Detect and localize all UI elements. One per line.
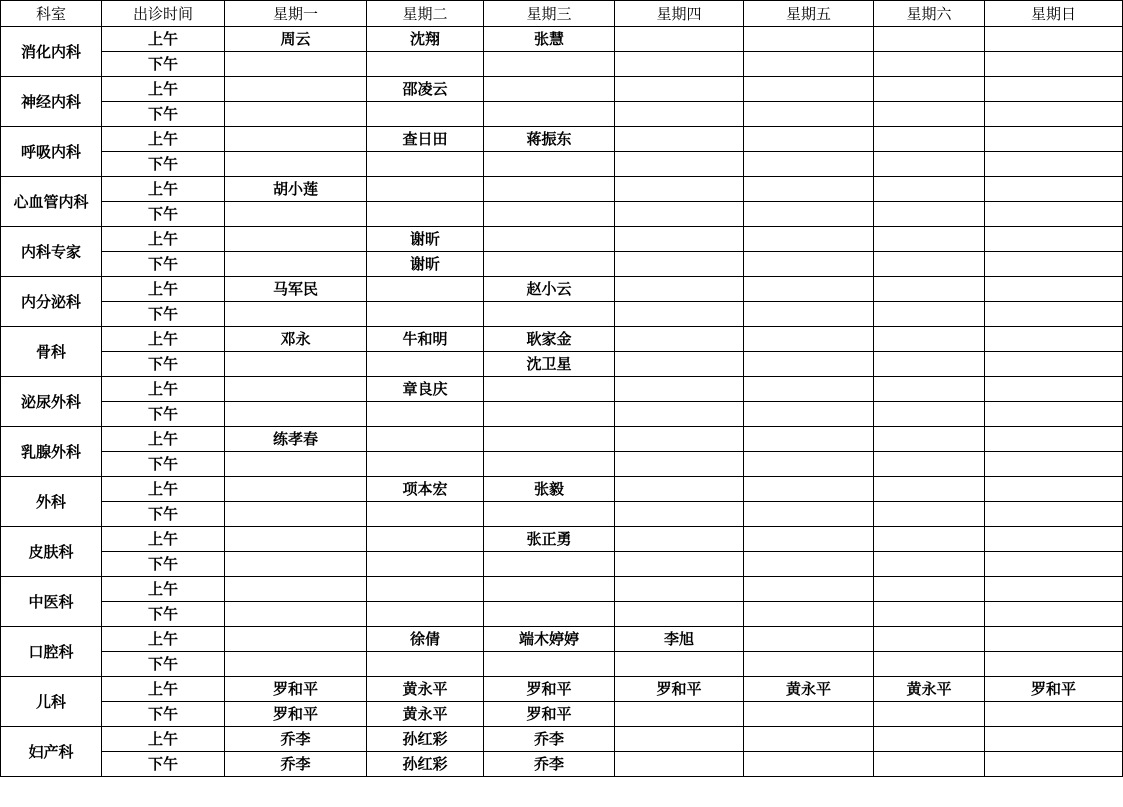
- department-name: 内科专家: [1, 227, 102, 277]
- table-row: [1, 752, 1123, 777]
- doctor-cell: 乔李: [484, 752, 615, 777]
- table-row: [1, 177, 1123, 202]
- table-row: [1, 102, 1123, 127]
- doctor-cell: [484, 427, 615, 452]
- header-tuesday: 星期二: [367, 1, 484, 27]
- department-name: 泌尿外科: [1, 377, 102, 427]
- doctor-cell: [484, 402, 615, 427]
- doctor-cell: 牛和明: [367, 327, 484, 352]
- table-row: [1, 302, 1123, 327]
- doctor-cell: [367, 152, 484, 177]
- doctor-cell: 沈翔: [367, 27, 484, 52]
- doctor-cell: [615, 77, 744, 102]
- doctor-cell: 黄永平: [874, 677, 985, 702]
- doctor-cell: [615, 302, 744, 327]
- doctor-cell: [744, 477, 874, 502]
- department-name: 神经内科: [1, 77, 102, 127]
- doctor-cell: [874, 377, 985, 402]
- doctor-cell: 蒋振东: [484, 127, 615, 152]
- doctor-cell: 沈卫星: [484, 352, 615, 377]
- table-row: [1, 227, 1123, 252]
- doctor-cell: [615, 52, 744, 77]
- doctor-cell: [744, 327, 874, 352]
- doctor-cell: [615, 502, 744, 527]
- doctor-cell: [615, 177, 744, 202]
- doctor-cell: [484, 652, 615, 677]
- doctor-cell: [744, 377, 874, 402]
- doctor-cell: [874, 152, 985, 177]
- table-row: [1, 127, 1123, 152]
- doctor-cell: [874, 627, 985, 652]
- table-row: [1, 377, 1123, 402]
- table-row: [1, 52, 1123, 77]
- clinic-session: 上午: [102, 227, 225, 252]
- doctor-cell: [484, 227, 615, 252]
- doctor-cell: [874, 452, 985, 477]
- clinic-session: 下午: [102, 252, 225, 277]
- clinic-session: 下午: [102, 452, 225, 477]
- doctor-cell: [744, 277, 874, 302]
- header-monday: 星期一: [225, 1, 367, 27]
- doctor-cell: [874, 427, 985, 452]
- doctor-cell: [484, 302, 615, 327]
- doctor-cell: [615, 152, 744, 177]
- doctor-cell: [615, 752, 744, 777]
- department-name: 骨科: [1, 327, 102, 377]
- doctor-cell: [225, 227, 367, 252]
- doctor-cell: [744, 527, 874, 552]
- doctor-cell: [985, 227, 1123, 252]
- doctor-cell: [985, 702, 1123, 727]
- doctor-cell: [744, 627, 874, 652]
- doctor-cell: [484, 202, 615, 227]
- doctor-cell: [615, 377, 744, 402]
- table-row: [1, 427, 1123, 452]
- header-friday: 星期五: [744, 1, 874, 27]
- clinic-session: 上午: [102, 277, 225, 302]
- header-wednesday: 星期三: [484, 1, 615, 27]
- doctor-cell: [874, 302, 985, 327]
- doctor-cell: [874, 552, 985, 577]
- doctor-cell: 张毅: [484, 477, 615, 502]
- header-department: 科室: [1, 1, 102, 27]
- doctor-cell: [225, 77, 367, 102]
- doctor-cell: [874, 352, 985, 377]
- doctor-cell: 徐倩: [367, 627, 484, 652]
- doctor-cell: [225, 477, 367, 502]
- clinic-session: 上午: [102, 127, 225, 152]
- header-row: [1, 1, 1123, 27]
- doctor-cell: [874, 702, 985, 727]
- table-row: [1, 627, 1123, 652]
- doctor-cell: 罗和平: [985, 677, 1123, 702]
- doctor-cell: [615, 652, 744, 677]
- department-name: 皮肤科: [1, 527, 102, 577]
- doctor-cell: [874, 227, 985, 252]
- department-name: 妇产科: [1, 727, 102, 777]
- doctor-cell: [744, 27, 874, 52]
- department-name: 中医科: [1, 577, 102, 627]
- header-clinic-time: 出诊时间: [102, 1, 225, 27]
- doctor-cell: [985, 252, 1123, 277]
- doctor-cell: [985, 352, 1123, 377]
- table-row: [1, 727, 1123, 752]
- doctor-cell: [615, 27, 744, 52]
- doctor-cell: [225, 302, 367, 327]
- doctor-cell: [225, 402, 367, 427]
- department-name: 乳腺外科: [1, 427, 102, 477]
- doctor-cell: [874, 527, 985, 552]
- department-name: 外科: [1, 477, 102, 527]
- clinic-session: 上午: [102, 427, 225, 452]
- doctor-cell: [615, 127, 744, 152]
- table-row: [1, 352, 1123, 377]
- clinic-session: 上午: [102, 577, 225, 602]
- clinic-session: 上午: [102, 727, 225, 752]
- clinic-session: 下午: [102, 152, 225, 177]
- doctor-cell: [615, 577, 744, 602]
- doctor-cell: [367, 552, 484, 577]
- doctor-cell: 罗和平: [615, 677, 744, 702]
- doctor-cell: [985, 327, 1123, 352]
- doctor-cell: [484, 502, 615, 527]
- table-row: [1, 152, 1123, 177]
- doctor-cell: 查日田: [367, 127, 484, 152]
- doctor-cell: [744, 102, 874, 127]
- doctor-cell: [367, 277, 484, 302]
- doctor-cell: [985, 427, 1123, 452]
- doctor-cell: [874, 102, 985, 127]
- doctor-cell: [367, 577, 484, 602]
- doctor-cell: [225, 352, 367, 377]
- doctor-cell: [484, 52, 615, 77]
- doctor-cell: [744, 152, 874, 177]
- doctor-cell: [484, 377, 615, 402]
- doctor-cell: [484, 77, 615, 102]
- doctor-cell: [615, 477, 744, 502]
- doctor-cell: [874, 77, 985, 102]
- clinic-session: 下午: [102, 602, 225, 627]
- doctor-cell: [874, 652, 985, 677]
- doctor-cell: [744, 577, 874, 602]
- doctor-cell: [874, 602, 985, 627]
- doctor-cell: [225, 102, 367, 127]
- doctor-cell: [225, 52, 367, 77]
- doctor-cell: 乔李: [225, 727, 367, 752]
- table-body: [1, 27, 1123, 777]
- clinic-session: 下午: [102, 502, 225, 527]
- doctor-cell: 孙红彩: [367, 752, 484, 777]
- doctor-cell: 罗和平: [484, 677, 615, 702]
- doctor-cell: [225, 527, 367, 552]
- doctor-cell: [615, 227, 744, 252]
- doctor-cell: 端木婷婷: [484, 627, 615, 652]
- doctor-cell: [615, 202, 744, 227]
- doctor-cell: [367, 102, 484, 127]
- doctor-cell: [744, 77, 874, 102]
- doctor-cell: [367, 602, 484, 627]
- doctor-cell: [985, 77, 1123, 102]
- doctor-cell: 谢昕: [367, 227, 484, 252]
- doctor-cell: [985, 127, 1123, 152]
- doctor-cell: [874, 577, 985, 602]
- doctor-cell: [874, 202, 985, 227]
- doctor-cell: 章良庆: [367, 377, 484, 402]
- doctor-cell: 胡小莲: [225, 177, 367, 202]
- table-row: [1, 477, 1123, 502]
- header-saturday: 星期六: [874, 1, 985, 27]
- doctor-cell: [744, 752, 874, 777]
- doctor-cell: [744, 502, 874, 527]
- doctor-cell: [985, 377, 1123, 402]
- doctor-cell: [225, 377, 367, 402]
- doctor-cell: [367, 52, 484, 77]
- doctor-cell: [744, 452, 874, 477]
- doctor-cell: [615, 727, 744, 752]
- clinic-session: 下午: [102, 352, 225, 377]
- doctor-cell: [874, 477, 985, 502]
- doctor-cell: [225, 127, 367, 152]
- clinic-session: 下午: [102, 752, 225, 777]
- doctor-cell: [225, 652, 367, 677]
- doctor-cell: [985, 152, 1123, 177]
- doctor-cell: [484, 602, 615, 627]
- doctor-cell: [744, 427, 874, 452]
- doctor-cell: [985, 452, 1123, 477]
- clinic-session: 下午: [102, 52, 225, 77]
- department-name: 口腔科: [1, 627, 102, 677]
- clinic-session: 上午: [102, 377, 225, 402]
- clinic-session: 上午: [102, 327, 225, 352]
- doctor-cell: [985, 302, 1123, 327]
- doctor-cell: [985, 602, 1123, 627]
- doctor-cell: [615, 402, 744, 427]
- doctor-cell: [367, 452, 484, 477]
- table-row: [1, 202, 1123, 227]
- doctor-cell: [744, 302, 874, 327]
- doctor-cell: [985, 52, 1123, 77]
- clinic-session: 下午: [102, 102, 225, 127]
- doctor-cell: 项本宏: [367, 477, 484, 502]
- doctor-cell: [484, 252, 615, 277]
- doctor-cell: [874, 277, 985, 302]
- table-row: [1, 552, 1123, 577]
- doctor-cell: [367, 427, 484, 452]
- doctor-cell: 罗和平: [225, 702, 367, 727]
- doctor-cell: [985, 727, 1123, 752]
- doctor-cell: [744, 252, 874, 277]
- doctor-cell: [744, 202, 874, 227]
- doctor-cell: [367, 302, 484, 327]
- table-row: [1, 677, 1123, 702]
- doctor-cell: 乔李: [484, 727, 615, 752]
- department-name: 儿科: [1, 677, 102, 727]
- doctor-cell: [874, 502, 985, 527]
- doctor-cell: [874, 752, 985, 777]
- doctor-cell: [744, 552, 874, 577]
- doctor-cell: [225, 202, 367, 227]
- doctor-cell: 乔李: [225, 752, 367, 777]
- doctor-cell: 黄永平: [367, 702, 484, 727]
- department-name: 呼吸内科: [1, 127, 102, 177]
- clinic-session: 上午: [102, 477, 225, 502]
- header-thursday: 星期四: [615, 1, 744, 27]
- clinic-session: 上午: [102, 77, 225, 102]
- doctor-cell: [367, 177, 484, 202]
- doctor-cell: [985, 527, 1123, 552]
- doctor-cell: [615, 602, 744, 627]
- doctor-cell: [615, 427, 744, 452]
- table-row: [1, 327, 1123, 352]
- doctor-cell: [615, 702, 744, 727]
- table-row: [1, 652, 1123, 677]
- table-row: [1, 577, 1123, 602]
- doctor-cell: [985, 552, 1123, 577]
- doctor-cell: [367, 352, 484, 377]
- doctor-cell: [874, 27, 985, 52]
- doctor-cell: 张正勇: [484, 527, 615, 552]
- doctor-cell: [484, 577, 615, 602]
- doctor-cell: [615, 452, 744, 477]
- clinic-session: 下午: [102, 302, 225, 327]
- table-row: [1, 27, 1123, 52]
- table-row: [1, 252, 1123, 277]
- doctor-cell: [367, 202, 484, 227]
- clinic-session: 下午: [102, 402, 225, 427]
- doctor-cell: 耿家金: [484, 327, 615, 352]
- doctor-cell: [985, 502, 1123, 527]
- doctor-cell: [367, 402, 484, 427]
- clinic-session: 上午: [102, 627, 225, 652]
- doctor-cell: 赵小云: [484, 277, 615, 302]
- doctor-cell: [874, 252, 985, 277]
- doctor-cell: [367, 502, 484, 527]
- doctor-cell: [484, 102, 615, 127]
- doctor-cell: [874, 127, 985, 152]
- doctor-cell: [985, 202, 1123, 227]
- table-row: [1, 452, 1123, 477]
- doctor-cell: [615, 102, 744, 127]
- table-row: [1, 77, 1123, 102]
- doctor-cell: 张慧: [484, 27, 615, 52]
- doctor-cell: 周云: [225, 27, 367, 52]
- doctor-cell: [225, 552, 367, 577]
- table-row: [1, 527, 1123, 552]
- table-row: [1, 702, 1123, 727]
- doctor-cell: 黄永平: [744, 677, 874, 702]
- doctor-cell: 马军民: [225, 277, 367, 302]
- doctor-cell: [615, 527, 744, 552]
- doctor-cell: [484, 552, 615, 577]
- table-row: [1, 602, 1123, 627]
- doctor-cell: [744, 177, 874, 202]
- clinic-session: 上午: [102, 527, 225, 552]
- doctor-cell: [484, 177, 615, 202]
- doctor-cell: [985, 577, 1123, 602]
- doctor-cell: [744, 702, 874, 727]
- doctor-cell: [874, 327, 985, 352]
- doctor-cell: [225, 602, 367, 627]
- doctor-cell: [985, 477, 1123, 502]
- doctor-cell: 罗和平: [225, 677, 367, 702]
- doctor-cell: [985, 752, 1123, 777]
- doctor-cell: [744, 402, 874, 427]
- doctor-cell: [367, 527, 484, 552]
- doctor-cell: [615, 252, 744, 277]
- clinic-session: 上午: [102, 677, 225, 702]
- doctor-cell: 孙红彩: [367, 727, 484, 752]
- doctor-cell: [985, 627, 1123, 652]
- doctor-cell: [874, 727, 985, 752]
- clinic-session: 下午: [102, 202, 225, 227]
- doctor-cell: 黄永平: [367, 677, 484, 702]
- doctor-cell: [225, 152, 367, 177]
- doctor-cell: [367, 652, 484, 677]
- doctor-cell: 邓永: [225, 327, 367, 352]
- doctor-cell: 李旭: [615, 627, 744, 652]
- doctor-cell: [985, 177, 1123, 202]
- doctor-cell: [615, 277, 744, 302]
- department-name: 心血管内科: [1, 177, 102, 227]
- doctor-cell: 谢昕: [367, 252, 484, 277]
- doctor-cell: [985, 27, 1123, 52]
- doctor-cell: [985, 652, 1123, 677]
- doctor-cell: [744, 652, 874, 677]
- doctor-cell: [874, 177, 985, 202]
- doctor-cell: [744, 127, 874, 152]
- header-sunday: 星期日: [985, 1, 1123, 27]
- table-row: [1, 277, 1123, 302]
- doctor-cell: [225, 502, 367, 527]
- doctor-cell: [744, 352, 874, 377]
- doctor-cell: [874, 402, 985, 427]
- doctor-cell: [744, 602, 874, 627]
- doctor-cell: [484, 152, 615, 177]
- doctor-cell: [225, 452, 367, 477]
- doctor-cell: [615, 352, 744, 377]
- doctor-cell: 罗和平: [484, 702, 615, 727]
- clinic-session: 下午: [102, 702, 225, 727]
- doctor-cell: [985, 402, 1123, 427]
- doctor-cell: [744, 52, 874, 77]
- clinic-session: 上午: [102, 27, 225, 52]
- department-name: 内分泌科: [1, 277, 102, 327]
- doctor-cell: [225, 577, 367, 602]
- doctor-cell: [985, 277, 1123, 302]
- doctor-cell: [225, 627, 367, 652]
- doctor-cell: [484, 452, 615, 477]
- doctor-cell: [874, 52, 985, 77]
- doctor-cell: [615, 327, 744, 352]
- doctor-cell: [744, 727, 874, 752]
- clinic-session: 下午: [102, 652, 225, 677]
- doctor-cell: [985, 102, 1123, 127]
- doctor-cell: [615, 552, 744, 577]
- department-name: 消化内科: [1, 27, 102, 77]
- table-row: [1, 402, 1123, 427]
- doctor-cell: [225, 252, 367, 277]
- doctor-cell: [744, 227, 874, 252]
- doctor-cell: 练孝春: [225, 427, 367, 452]
- clinic-session: 下午: [102, 552, 225, 577]
- doctor-cell: 邵凌云: [367, 77, 484, 102]
- clinic-session: 上午: [102, 177, 225, 202]
- table-row: [1, 502, 1123, 527]
